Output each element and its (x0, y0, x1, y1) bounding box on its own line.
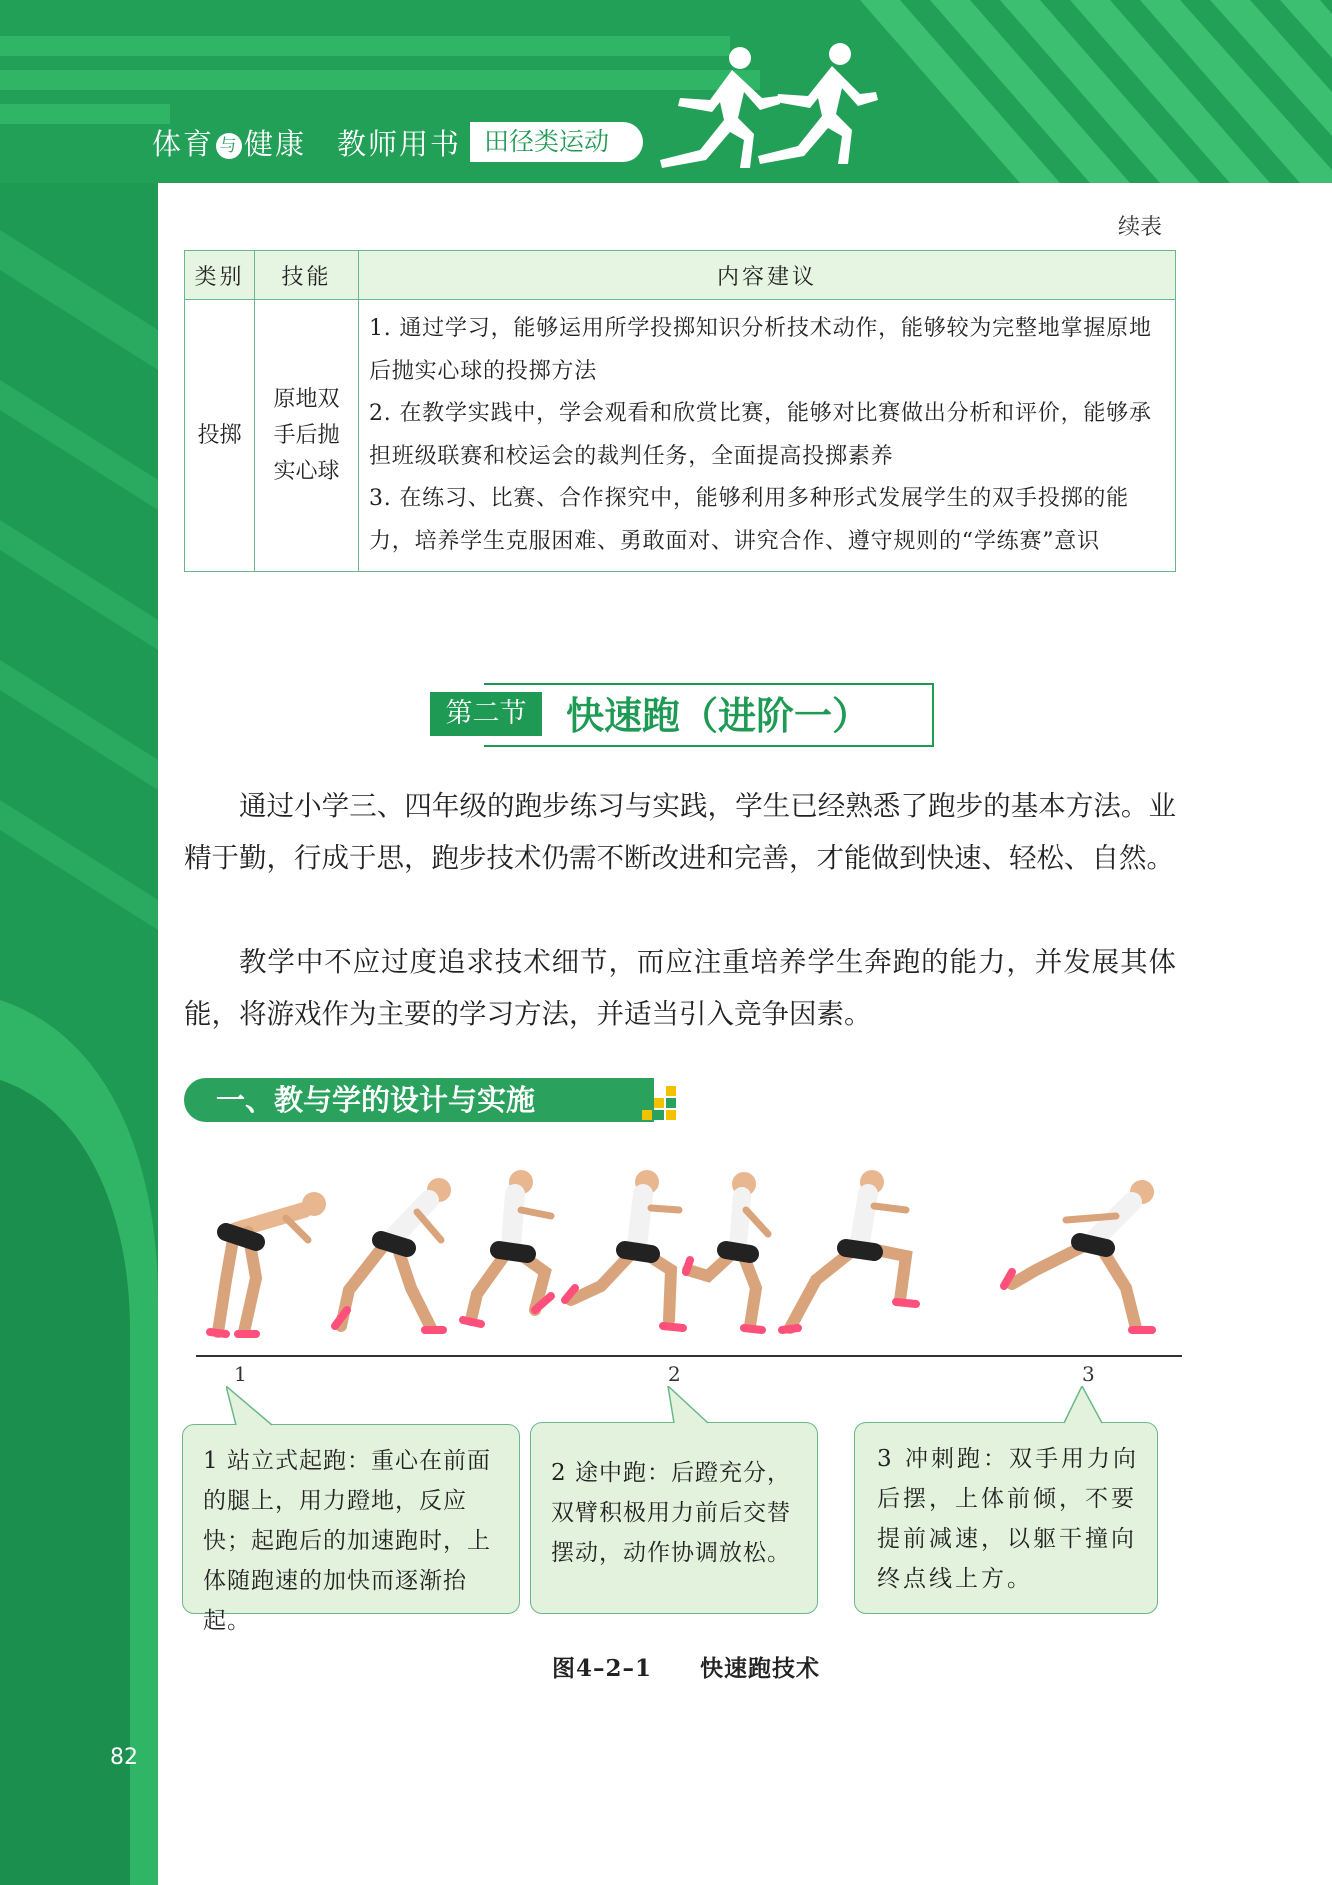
sprint-sequence-figures (196, 1160, 1186, 1360)
unit-tag: 田径类运动 (470, 122, 643, 162)
book-title (152, 122, 461, 163)
page-number: 82 (110, 1745, 138, 1770)
header-skill: 技能 (255, 251, 359, 300)
runner-figure (782, 1170, 916, 1330)
header-stripe (0, 36, 730, 56)
subheading-checker-icon (642, 1082, 676, 1122)
table-row (185, 300, 1176, 572)
runner-figure (565, 1170, 683, 1328)
content-item: 2. 在教学实践中，学会观看和欣赏比赛，能够对比赛做出分析和评价，能够承担班级联赛和校运会的裁判任务，全面提高投掷素养 (369, 401, 1152, 469)
cell-skill: 原地双手后抛实心球 (255, 300, 359, 572)
runner-figure (335, 1178, 451, 1330)
book-title-part2: 健康 教师用书 (244, 127, 462, 161)
section-label: 第二节 (430, 692, 542, 736)
cell-content (359, 300, 1176, 572)
page-header (0, 0, 1332, 183)
book-title-separator: 与 (216, 133, 242, 159)
content-item: 3. 在练习、比赛、合作探究中，能够利用多种形式发展学生的双手投掷的能力，培养学生克服困难、勇敢面对、讲究合作、遵守规则的“学练赛”意识 (369, 486, 1129, 554)
runner-figure (1004, 1180, 1154, 1330)
subheading: 一、教与学的设计与实施 (184, 1078, 654, 1122)
section-title: 快速跑（进阶一） (566, 694, 871, 738)
track-baseline (196, 1355, 1182, 1357)
content-item: 1. 通过学习，能够运用所学投掷知识分析技术动作，能够较为完整地掌握原地后抛实心球的投掷方法 (369, 316, 1152, 384)
table-header-row (185, 251, 1176, 300)
cell-category: 投掷 (185, 300, 255, 572)
runner-figure (686, 1172, 768, 1330)
book-title-part1: 体育 (152, 127, 215, 161)
figure-caption: 图4–2–1 快速跑技术 (552, 1655, 821, 1682)
table-continued-label: 续表 (1118, 215, 1163, 240)
phase-marker: 2 (668, 1362, 681, 1386)
body-paragraph: 通过小学三、四年级的跑步练习与实践，学生已经熟悉了跑步的基本方法。业精于勤，行成于思，跑步技术仍需不断改进和完善，才能做到快速、轻松、自然。 (184, 790, 1176, 874)
runner-figure (210, 1192, 326, 1334)
phase-marker: 1 (234, 1362, 247, 1386)
body-paragraph: 教学中不应过度追求技术细节，而应注重培养学生奔跑的能力，并发展其体能，将游戏作为主要的学习方法，并适当引入竞争因素。 (184, 946, 1176, 1030)
header-stripe (0, 104, 170, 124)
callout-tail (664, 1386, 716, 1426)
header-content: 内容建议 (359, 251, 1176, 300)
runner-figure (463, 1170, 551, 1324)
content-table (184, 250, 1176, 572)
phase-marker: 3 (1082, 1362, 1095, 1386)
header-category: 类别 (185, 251, 255, 300)
left-decorative-band (0, 0, 158, 1885)
callout-bubble-finish: 3 冲刺跑：双手用力向后摆，上体前倾，不要提前减速，以躯干撞向终点线上方。 (854, 1422, 1158, 1614)
header-diagonal-pattern (860, 0, 1332, 183)
runner-logo-icon (640, 40, 880, 170)
callout-bubble-midway: 2 途中跑：后蹬充分，双臂积极用力前后交替摆动，动作协调放松。 (530, 1422, 818, 1614)
callout-tail (226, 1386, 278, 1428)
band-pattern (0, 0, 158, 1885)
callout-tail (1062, 1386, 1114, 1426)
callout-bubble-start: 1 站立式起跑：重心在前面的腿上，用力蹬地，反应快；起跑后的加速跑时，上体随跑速的加快而逐渐抬起。 (182, 1424, 520, 1614)
